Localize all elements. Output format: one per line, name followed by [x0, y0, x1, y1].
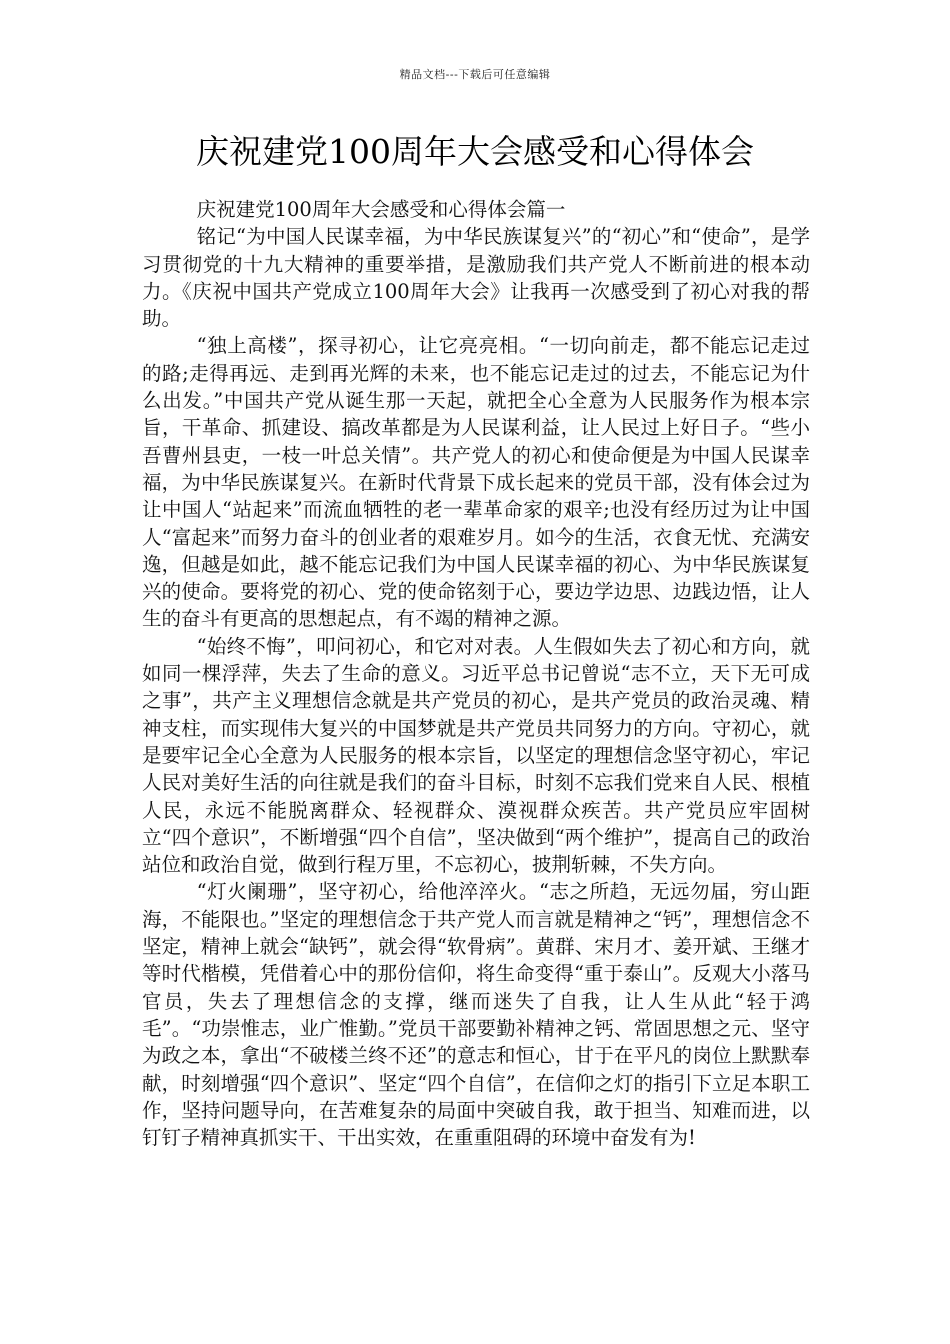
document-body [142, 196, 810, 1151]
document-title: 庆祝建党100周年大会感受和心得体会 [196, 132, 754, 171]
paragraph-3: “始终不悔”，叩问初心，和它对对表。人生假如失去了初心和方向，就如同一棵浮萍，失去了生命的意义。习近平总书记曾说“志不立，天下无可成之事”，共产主义理想信念就是共产党员的初心，是共产党员的政治灵魂、精神支柱，而实现伟大复兴的中国梦就是共产党员共同努力的方向。守初心，就是要牢记全心全意为人民服务的根本宗旨，以坚定的理想信念坚守初心，牢记人民对美好生活的向往就是我们的奋斗目标，时刻不忘我们党来自人民、根植人民，永远不能脱离群众、轻视群众、漠视群众疾苦。共产党员应牢固树立“四个意识”，不断增强“四个自信”，坚决做到“两个维护”，提高自己的政治站位和政治自觉，做到行程万里，不忘初心，披荆斩棘，不失方向。 [142, 634, 810, 877]
paragraph-4: “灯火阑珊”，坚守初心，给他淬淬火。“志之所趋，无远勿届，穷山距海，不能限也。”坚定的理想信念于共产党人而言就是精神之“钙”，理想信念不坚定，精神上就会“缺钙”，就会得“软骨病”。黄群、宋月才、姜开斌、王继才等时代楷模，凭借着心中的那份信仰，将生命变得“重于泰山”。反观大小落马官员，失去了理想信念的支撑，继而迷失了自我，让人生从此“轻于鸿毛”。“功崇惟志，业广惟勤。”党员干部要勤补精神之钙、常固思想之元、坚守为政之本，拿出“不破楼兰终不还”的意志和恒心，甘于在平凡的岗位上默默奉献，时刻增强“四个意识”、坚定“四个自信”，在信仰之灯的指引下立足本职工作，坚持问题导向，在苦难复杂的局面中突破自我，敢于担当、知难而进，以钉钉子精神真抓实干、干出实效，在重重阻碍的环境中奋发有为! [142, 880, 810, 1150]
header-note: 精品文档---下载后可任意编辑 [399, 68, 551, 81]
section-subtitle: 庆祝建党100周年大会感受和心得体会篇一 [196, 198, 566, 221]
paragraph-1: 铭记“为中国人民谋幸福，为中华民族谋复兴”的“初心”和“使命”，是学习贯彻党的十九大精神的重要举措，是激励我们共产党人不断前进的根本动力。《庆祝中国共产党成立100周年大会》让我再一次感受到了初心对我的帮助。 [142, 225, 810, 331]
paragraph-2: “独上高楼”，探寻初心，让它亮亮相。“一切向前走，都不能忘记走过的路;走得再远、走到再光辉的未来，也不能忘记走过的过去，不能忘记为什么出发。”中国共产党从诞生那一天起，就把全心全意为人民服务作为根本宗旨，干革命、抓建设、搞改革都是为人民谋利益，让人民过上好日子。“些小吾曹州县吏，一枝一叶总关情”。共产党人的初心和使命便是为中国人民谋幸福，为中华民族谋复兴。在新时代背景下成长起来的党员干部，没有体会过为让中国人“站起来”而流血牺牲的老一辈革命家的艰辛;也没有经历过为让中国人“富起来”而努力奋斗的创业者的艰难岁月。如今的生活，衣食无忧、充满安逸，但越是如此，越不能忘记我们为中国人民谋幸福的初心、为中华民族谋复兴的使命。要将党的初心、党的使命铭刻于心，要边学边思、边践边悟，让人生的奋斗有更高的思想起点，有不竭的精神之源。 [142, 334, 810, 631]
